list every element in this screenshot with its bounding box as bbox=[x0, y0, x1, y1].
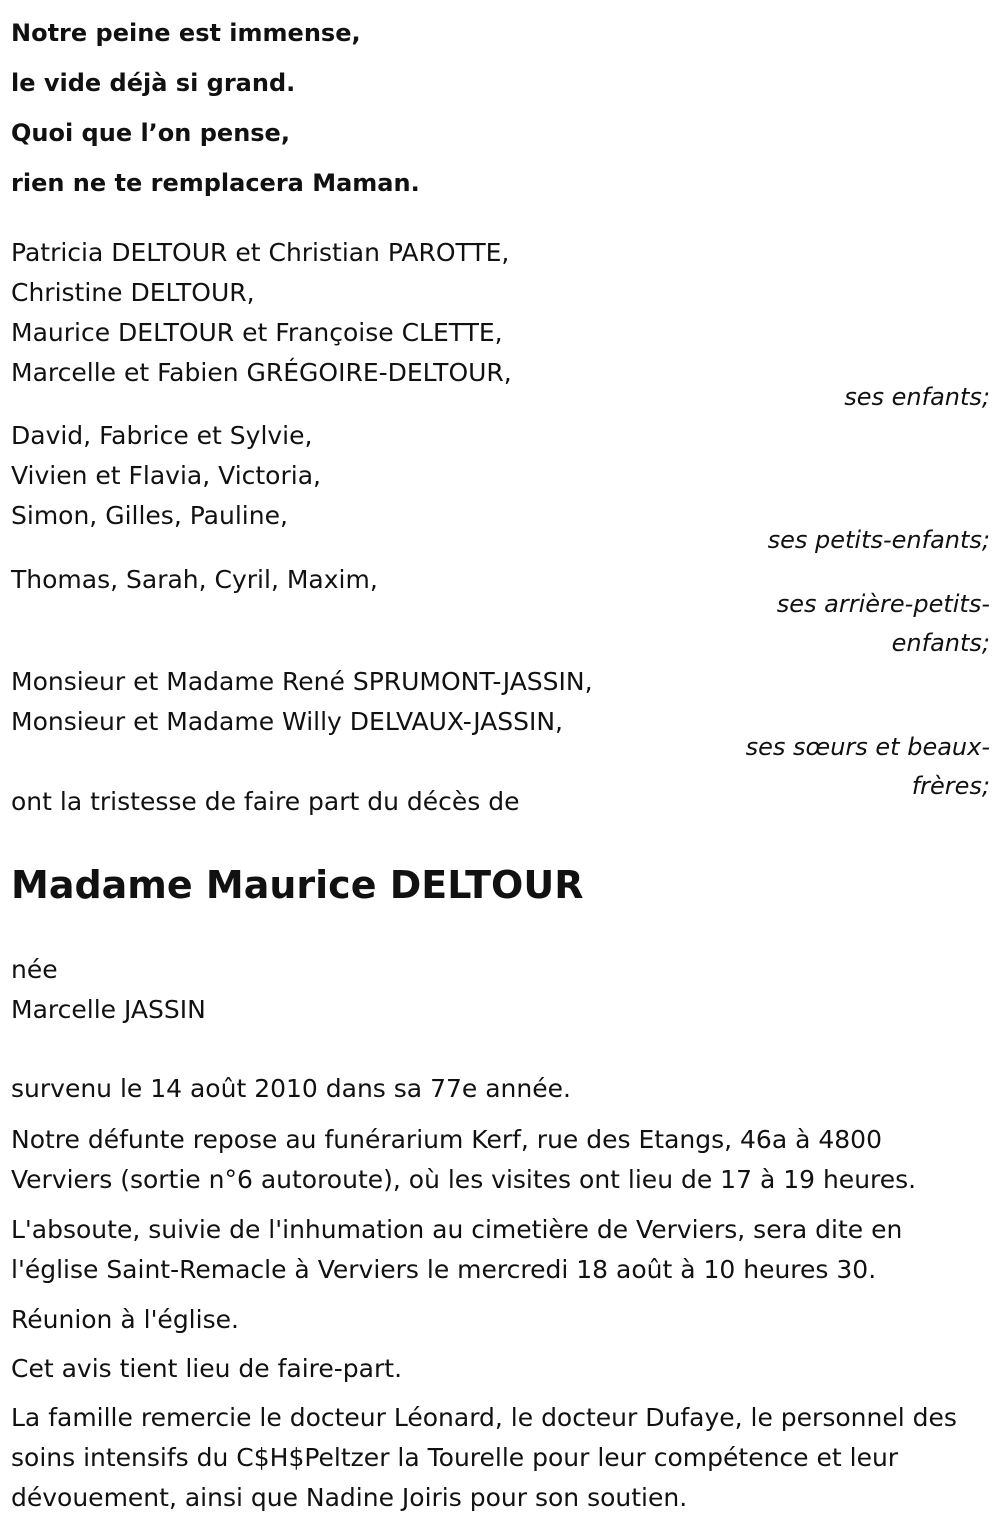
funeral-home-text: Notre défunte repose au funérarium Kerf, rue des Etangs, 46a à 4800 Verviers (sortie n°6 autoroute), où les visites ont lieu de 17 à 19 heures. bbox=[11, 1125, 917, 1194]
family-name: David, Fabrice et Sylvie, bbox=[11, 421, 313, 450]
born-label: née bbox=[11, 955, 58, 984]
relation-text: enfants; bbox=[891, 629, 990, 657]
poem-line: le vide déjà si grand. bbox=[11, 69, 296, 97]
relation-text: ses sœurs et beaux- bbox=[745, 733, 990, 761]
family-name: Vivien et Flavia, Victoria, bbox=[11, 461, 321, 490]
relation-children bbox=[690, 378, 990, 417]
poem-line: Quoi que l’on pense, bbox=[11, 119, 290, 147]
ceremony-text: L'absoute, suivie de l'inhumation au cimetière de Verviers, sera dite en l'église Saint-Remacle à Verviers le mercredi 18 août à 10 heures 30. bbox=[11, 1215, 903, 1284]
grandchildren-list bbox=[11, 416, 751, 536]
relation-text: ses petits-enfants; bbox=[767, 526, 990, 554]
family-name: Marcelle et Fabien GRÉGOIRE-DELTOUR, bbox=[11, 358, 512, 387]
family-name: Maurice DELTOUR et Françoise CLETTE, bbox=[11, 318, 503, 347]
relation-text: ses enfants; bbox=[844, 383, 990, 411]
family-name: Simon, Gilles, Pauline, bbox=[11, 501, 288, 530]
family-name: Monsieur et Madame René SPRUMONT-JASSIN, bbox=[11, 667, 593, 696]
deceased-name: Madame Maurice DELTOUR bbox=[11, 863, 584, 907]
poem-line: Notre peine est immense, bbox=[11, 19, 361, 47]
siblings-list bbox=[11, 662, 751, 742]
thanks-text: La famille remercie le docteur Léonard, le docteur Dufaye, le personnel des soins intensifs du C$H$Peltzer la Tourelle pour leur compétence et leur dévouement, ainsi que Nadine Joiris pour son soutien. bbox=[11, 1403, 957, 1512]
family-name: Thomas, Sarah, Cyril, Maxim, bbox=[11, 565, 378, 594]
family-name: Christine DELTOUR, bbox=[11, 278, 255, 307]
relation-great-grandchildren bbox=[690, 585, 990, 663]
death-date-text: survenu le 14 août 2010 dans sa 77e année. bbox=[11, 1074, 571, 1103]
children-list bbox=[11, 233, 751, 393]
great-grandchildren-list bbox=[11, 560, 751, 600]
announcement-text: ont la tristesse de faire part du décès de bbox=[11, 787, 520, 816]
maiden-name: Marcelle JASSIN bbox=[11, 995, 206, 1024]
relation-grandchildren bbox=[690, 521, 990, 560]
notice-text: Cet avis tient lieu de faire-part. bbox=[11, 1354, 403, 1383]
relation-text: ses arrière-petits- bbox=[776, 590, 990, 618]
opening-poem bbox=[11, 8, 711, 208]
family-name: Patricia DELTOUR et Christian PAROTTE, bbox=[11, 238, 510, 267]
relation-text: frères; bbox=[911, 772, 990, 800]
family-name: Monsieur et Madame Willy DELVAUX-JASSIN, bbox=[11, 707, 563, 736]
poem-line: rien ne te remplacera Maman. bbox=[11, 169, 420, 197]
meeting-text: Réunion à l'église. bbox=[11, 1305, 239, 1334]
